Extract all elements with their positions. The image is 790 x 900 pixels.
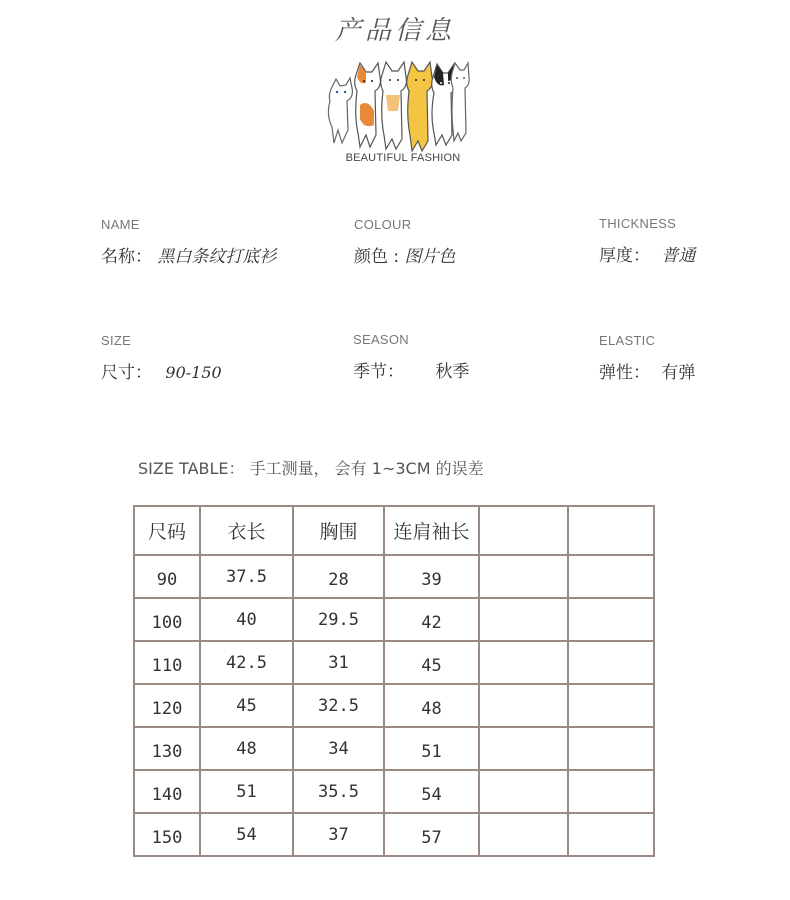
header-cell: 尺码 bbox=[134, 506, 200, 555]
table-cell: 28 bbox=[293, 555, 384, 598]
table-cell: 110 bbox=[134, 641, 200, 684]
table-row bbox=[134, 813, 654, 856]
table-cell bbox=[568, 813, 654, 856]
table-cell bbox=[479, 684, 568, 727]
table-cell bbox=[568, 684, 654, 727]
table-cell bbox=[568, 555, 654, 598]
info-name bbox=[101, 217, 276, 267]
info-season-value: 秋季 bbox=[435, 362, 470, 382]
table-cell bbox=[479, 813, 568, 856]
table-cell bbox=[568, 598, 654, 641]
cats-illustration-icon bbox=[320, 55, 470, 155]
table-cell bbox=[568, 770, 654, 813]
header-cell: 衣长 bbox=[200, 506, 293, 555]
table-row bbox=[134, 770, 654, 813]
table-cell: 37 bbox=[293, 813, 384, 856]
table-cell bbox=[568, 727, 654, 770]
info-colour-label: 颜色 : bbox=[354, 247, 400, 267]
info-colour-value: 图片色 bbox=[404, 247, 456, 267]
info-season bbox=[353, 332, 469, 382]
info-size-value: 90-150 bbox=[165, 363, 222, 382]
table-cell: 48 bbox=[384, 684, 479, 727]
page-title: 产品信息 bbox=[334, 16, 455, 46]
table-cell: 54 bbox=[200, 813, 293, 856]
table-row bbox=[134, 641, 654, 684]
table-cell: 45 bbox=[200, 684, 293, 727]
table-cell: 150 bbox=[134, 813, 200, 856]
info-elastic-en: ELASTIC bbox=[599, 333, 656, 348]
table-cell: 39 bbox=[384, 555, 479, 598]
info-colour-en: COLOUR bbox=[354, 217, 412, 232]
table-row bbox=[134, 598, 654, 641]
table-cell bbox=[479, 598, 568, 641]
table-cell bbox=[568, 641, 654, 684]
table-cell: 42.5 bbox=[200, 641, 293, 684]
table-cell: 32.5 bbox=[293, 684, 384, 727]
table-cell: 31 bbox=[293, 641, 384, 684]
table-cell: 35.5 bbox=[293, 770, 384, 813]
table-cell bbox=[479, 641, 568, 684]
size-table bbox=[133, 505, 655, 857]
table-cell: 45 bbox=[384, 641, 479, 684]
table-cell: 40 bbox=[200, 598, 293, 641]
info-elastic bbox=[599, 333, 695, 383]
table-row bbox=[134, 684, 654, 727]
info-size-label: 尺寸： bbox=[101, 363, 152, 383]
table-row bbox=[134, 555, 654, 598]
table-cell: 100 bbox=[134, 598, 200, 641]
brand-text: BEAUTIFUL FASHION bbox=[345, 152, 461, 164]
info-thickness-value: 普通 bbox=[661, 246, 696, 266]
header-cell: 连肩袖长 bbox=[384, 506, 479, 555]
table-cell: 29.5 bbox=[293, 598, 384, 641]
table-cell: 42 bbox=[384, 598, 479, 641]
info-size-en: SIZE bbox=[101, 333, 132, 348]
info-name-value: 黑白条纹打底衫 bbox=[157, 247, 277, 267]
size-table-caption: SIZE TABLE： 手工测量， 会有 1~3CM 的误差 bbox=[138, 459, 484, 478]
info-thickness bbox=[599, 216, 695, 266]
table-row bbox=[134, 727, 654, 770]
table-cell: 90 bbox=[134, 555, 200, 598]
table-cell: 130 bbox=[134, 727, 200, 770]
info-thickness-label: 厚度： bbox=[599, 246, 650, 266]
table-cell bbox=[479, 555, 568, 598]
table-cell: 54 bbox=[384, 770, 479, 813]
header-cell: 胸围 bbox=[293, 506, 384, 555]
info-season-en: SEASON bbox=[353, 332, 409, 347]
info-name-label: 名称： bbox=[101, 247, 152, 267]
table-cell: 120 bbox=[134, 684, 200, 727]
info-thickness-en: THICKNESS bbox=[599, 216, 677, 231]
table-cell bbox=[479, 727, 568, 770]
table-cell: 51 bbox=[384, 727, 479, 770]
info-elastic-label: 弹性： bbox=[599, 363, 650, 383]
info-elastic-value: 有弹 bbox=[661, 363, 696, 383]
info-colour bbox=[354, 217, 456, 267]
header-cell bbox=[568, 506, 654, 555]
table-cell: 34 bbox=[293, 727, 384, 770]
table-cell: 48 bbox=[200, 727, 293, 770]
table-cell: 37.5 bbox=[200, 555, 293, 598]
table-cell: 51 bbox=[200, 770, 293, 813]
info-name-en: NAME bbox=[101, 217, 140, 232]
info-season-label: 季节： bbox=[353, 362, 404, 382]
table-cell: 140 bbox=[134, 770, 200, 813]
size-table-header-row bbox=[134, 506, 654, 555]
table-cell: 57 bbox=[384, 813, 479, 856]
table-cell bbox=[479, 770, 568, 813]
info-size bbox=[101, 333, 222, 383]
header-cell bbox=[479, 506, 568, 555]
